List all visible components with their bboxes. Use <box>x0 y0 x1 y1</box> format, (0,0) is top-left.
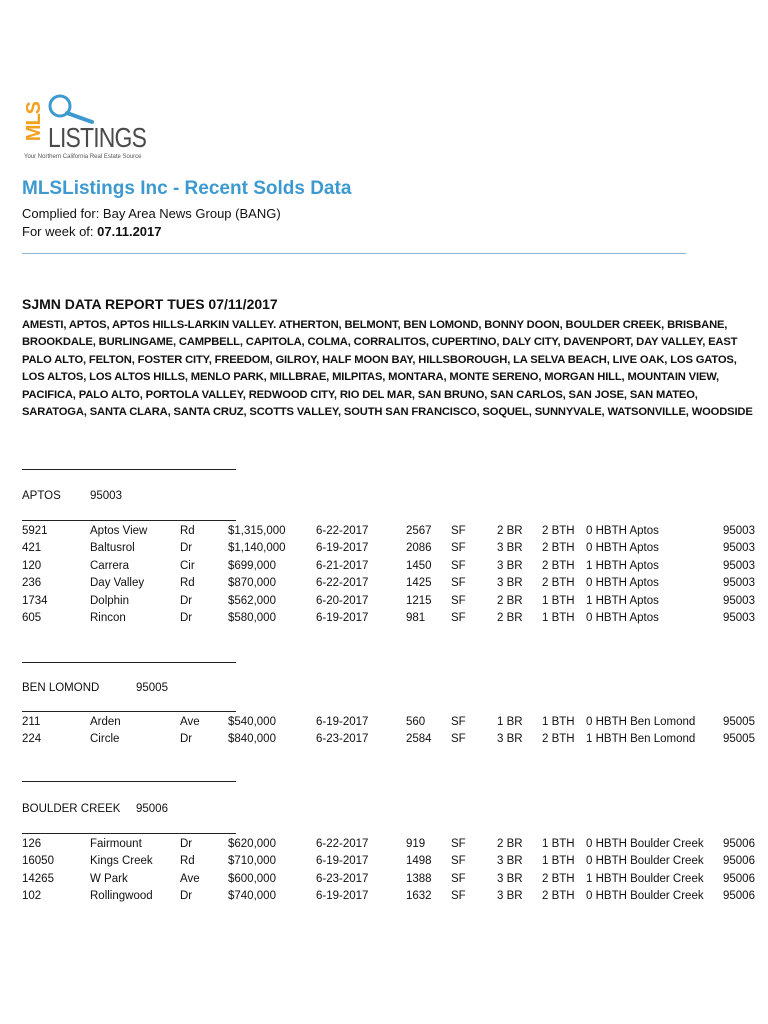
sale-date: 6-22-2017 <box>316 838 369 850</box>
square-feet: 1425 <box>406 577 432 590</box>
house-number: 126 <box>22 838 42 850</box>
house-number: 16050 <box>22 855 54 868</box>
house-number: 1734 <box>22 594 48 607</box>
city-list-line: SARATOGA, SANTA CLARA, SANTA CRUZ, SCOTTS VALLEY, SOUTH SAN FRANCISCO, SOQUEL, SUNNYVALE, WATSONVILLE, WOODSIDE <box>22 406 753 419</box>
mlslistings-logo <box>22 92 162 164</box>
bedrooms: 2 BR <box>497 612 523 624</box>
sale-date: 6-20-2017 <box>316 594 369 607</box>
zip-code: 95003 <box>723 525 755 537</box>
table-row <box>0 577 768 594</box>
house-number: 5921 <box>22 525 48 537</box>
house-number: 120 <box>22 559 42 572</box>
square-feet: 1632 <box>406 890 432 903</box>
section-city: BEN LOMOND <box>22 682 100 694</box>
section-city: APTOS <box>22 490 61 502</box>
city-list-line: AMESTI, APTOS, APTOS HILLS-LARKIN VALLEY. ATHERTON, BELMONT, BEN LOMOND, BONNY DOON, BOULDER CREEK, BRISBANE, <box>22 319 728 331</box>
logo-listings-text: LISTINGS <box>48 122 147 153</box>
header-divider <box>22 253 686 254</box>
sale-price: $580,000 <box>228 612 276 624</box>
city-list-line: BROOKDALE, BURLINGAME, CAMPBELL, CAPITOLA, COLMA, CORRALITOS, CUPERTINO, DALY CITY, DAVENPORT, DAY VALLEY, EAST <box>22 336 738 349</box>
house-number: 421 <box>22 542 42 555</box>
half-baths-city: 1 HBTH Boulder Creek <box>586 872 704 885</box>
sale-price: $740,000 <box>228 890 276 903</box>
sale-price: $699,000 <box>228 559 276 572</box>
logo-tagline: Your Northern California Real Estate Source <box>24 154 142 160</box>
table-row <box>0 873 768 890</box>
sale-date: 6-19-2017 <box>316 890 369 903</box>
bathrooms: 2 BTH <box>542 872 575 885</box>
half-baths-city: 0 HBTH Boulder Creek <box>586 838 704 850</box>
house-number: 14265 <box>22 872 54 885</box>
street-name: Carrera <box>90 559 129 572</box>
section-header-boulder-creek <box>22 803 168 815</box>
sale-price: $1,315,000 <box>228 525 286 537</box>
half-baths-city: 0 HBTH Aptos <box>586 577 659 590</box>
street-name: Kings Creek <box>90 855 153 868</box>
half-baths-city: 0 HBTH Aptos <box>586 612 659 624</box>
square-feet: 2584 <box>406 733 432 746</box>
section-zip: 95003 <box>90 490 122 502</box>
street-type: Dr <box>180 594 193 607</box>
street-type: Dr <box>180 890 193 903</box>
week-of <box>22 224 162 239</box>
square-feet: 560 <box>406 716 426 728</box>
table-row <box>0 560 768 577</box>
section-zip: 95005 <box>136 682 168 694</box>
street-name: Baltusrol <box>90 542 135 555</box>
street-type: Dr <box>180 733 193 746</box>
street-name: Rincon <box>90 612 126 624</box>
section-divider <box>22 781 236 782</box>
logo-mls-text: MLS <box>23 102 45 142</box>
city-list <box>22 317 768 421</box>
street-type: Ave <box>180 872 200 885</box>
report-title: SJMN DATA REPORT TUES 07/11/2017 <box>22 296 278 312</box>
compiled-for: Complied for: Bay Area News Group (BANG) <box>22 206 281 221</box>
property-type: SF <box>451 838 466 850</box>
zip-code: 95006 <box>723 890 755 903</box>
bathrooms: 2 BTH <box>542 890 575 903</box>
bedrooms: 3 BR <box>497 872 523 885</box>
square-feet: 1498 <box>406 855 432 868</box>
house-number: 605 <box>22 612 42 624</box>
street-name: Dolphin <box>90 594 129 607</box>
sale-price: $620,000 <box>228 838 276 850</box>
square-feet: 1388 <box>406 872 432 885</box>
zip-code: 95005 <box>723 716 755 728</box>
property-type: SF <box>451 577 466 590</box>
table-row <box>0 542 768 559</box>
bathrooms: 1 BTH <box>542 838 575 850</box>
half-baths-city: 0 HBTH Boulder Creek <box>586 855 704 868</box>
zip-code: 95003 <box>723 577 755 590</box>
section-city: BOULDER CREEK <box>22 803 121 815</box>
sale-date: 6-19-2017 <box>316 542 369 555</box>
zip-code: 95003 <box>723 542 755 555</box>
sale-date: 6-22-2017 <box>316 577 369 590</box>
section-divider <box>22 711 236 712</box>
street-name: Rollingwood <box>90 890 153 903</box>
week-value: 07.11.2017 <box>97 224 162 239</box>
bathrooms: 1 BTH <box>542 594 575 607</box>
half-baths-city: 1 HBTH Aptos <box>586 559 659 572</box>
sale-date: 6-23-2017 <box>316 872 369 885</box>
section-header-ben-lomond <box>22 682 168 694</box>
bathrooms: 2 BTH <box>542 542 575 555</box>
property-type: SF <box>451 716 466 728</box>
section-divider <box>22 520 236 521</box>
property-type: SF <box>451 890 466 903</box>
street-type: Rd <box>180 855 195 868</box>
square-feet: 919 <box>406 838 426 850</box>
sale-price: $600,000 <box>228 872 276 885</box>
table-row <box>0 838 768 855</box>
street-type: Cir <box>180 559 195 572</box>
section-zip: 95006 <box>136 803 168 815</box>
sale-price: $562,000 <box>228 594 276 607</box>
table-row <box>0 595 768 612</box>
house-number: 211 <box>22 716 41 728</box>
bedrooms: 1 BR <box>497 716 523 728</box>
bathrooms: 2 BTH <box>542 559 575 572</box>
section-divider <box>22 833 236 834</box>
property-type: SF <box>451 525 466 537</box>
section-divider <box>22 469 236 470</box>
zip-code: 95006 <box>723 855 755 868</box>
property-type: SF <box>451 542 466 555</box>
table-row <box>0 716 768 733</box>
street-type: Dr <box>180 612 193 624</box>
sale-price: $540,000 <box>228 716 276 728</box>
house-number: 102 <box>22 890 42 903</box>
square-feet: 981 <box>406 612 426 624</box>
sale-date: 6-19-2017 <box>316 855 369 868</box>
sale-price: $870,000 <box>228 577 276 590</box>
house-number: 236 <box>22 577 42 590</box>
bathrooms: 2 BTH <box>542 577 575 590</box>
square-feet: 1215 <box>406 594 432 607</box>
section-divider <box>22 662 236 663</box>
city-list-line: PALO ALTO, FELTON, FOSTER CITY, FREEDOM, GILROY, HALF MOON BAY, HILLSBOROUGH, LA SELVA BEACH, LIVE OAK, LOS GATOS, <box>22 353 737 366</box>
zip-code: 95003 <box>723 612 755 624</box>
half-baths-city: 1 HBTH Ben Lomond <box>586 733 696 746</box>
sale-date: 6-19-2017 <box>316 716 369 728</box>
sale-date: 6-22-2017 <box>316 525 369 537</box>
street-name: W Park <box>90 872 128 885</box>
table-row <box>0 890 768 907</box>
property-type: SF <box>451 559 466 572</box>
table-row <box>0 733 768 750</box>
zip-code: 95006 <box>723 872 755 885</box>
document-title: MLSListings Inc - Recent Solds Data <box>22 178 352 199</box>
bedrooms: 3 BR <box>497 559 523 572</box>
half-baths-city: 0 HBTH Aptos <box>586 542 659 555</box>
sale-price: $1,140,000 <box>228 542 286 555</box>
zip-code: 95003 <box>723 594 755 607</box>
half-baths-city: 0 HBTH Aptos <box>586 525 659 537</box>
bedrooms: 3 BR <box>497 577 523 590</box>
street-name: Fairmount <box>90 838 142 850</box>
sale-price: $710,000 <box>228 855 276 868</box>
street-type: Dr <box>180 838 193 850</box>
property-type: SF <box>451 855 466 868</box>
bathrooms: 1 BTH <box>542 612 575 624</box>
sale-date: 6-23-2017 <box>316 733 369 746</box>
bathrooms: 1 BTH <box>542 855 575 868</box>
bedrooms: 3 BR <box>497 890 523 903</box>
street-name: Aptos View <box>90 525 148 537</box>
half-baths-city: 0 HBTH Boulder Creek <box>586 890 704 903</box>
house-number: 224 <box>22 733 42 746</box>
street-name: Day Valley <box>90 577 145 590</box>
property-type: SF <box>451 733 466 746</box>
sale-date: 6-19-2017 <box>316 612 369 624</box>
street-type: Ave <box>180 716 200 728</box>
square-feet: 2567 <box>406 525 432 537</box>
zip-code: 95005 <box>723 733 755 746</box>
half-baths-city: 0 HBTH Ben Lomond <box>586 716 696 728</box>
bedrooms: 3 BR <box>497 733 523 746</box>
section-header-aptos <box>22 490 122 502</box>
table-row <box>0 525 768 542</box>
city-list-line: LOS ALTOS, LOS ALTOS HILLS, MENLO PARK, MILLBRAE, MILPITAS, MONTARA, MONTE SERENO, MORGAN HILL, MOUNTAIN VIEW, <box>22 371 719 384</box>
city-list-line: PACIFICA, PALO ALTO, PORTOLA VALLEY, REDWOOD CITY, RIO DEL MAR, SAN BRUNO, SAN CARLOS, SAN JOSE, SAN MATEO, <box>22 388 698 401</box>
bedrooms: 3 BR <box>497 855 523 868</box>
bedrooms: 2 BR <box>497 594 523 607</box>
bathrooms: 1 BTH <box>542 716 575 728</box>
street-type: Rd <box>180 577 195 590</box>
street-name: Circle <box>90 733 120 746</box>
zip-code: 95006 <box>723 838 755 850</box>
property-type: SF <box>451 612 466 624</box>
half-baths-city: 1 HBTH Aptos <box>586 594 659 607</box>
property-type: SF <box>451 872 466 885</box>
zip-code: 95003 <box>723 559 755 572</box>
square-feet: 2086 <box>406 542 432 555</box>
property-type: SF <box>451 594 466 607</box>
street-type: Dr <box>180 542 193 555</box>
bathrooms: 2 BTH <box>542 733 575 746</box>
bedrooms: 2 BR <box>497 838 523 850</box>
week-label: For week of: <box>22 224 98 239</box>
bathrooms: 2 BTH <box>542 525 575 537</box>
street-type: Rd <box>180 525 195 537</box>
table-row <box>0 612 768 629</box>
sale-price: $840,000 <box>228 733 276 746</box>
magnifier-icon <box>48 92 98 126</box>
bedrooms: 3 BR <box>497 542 523 555</box>
table-row <box>0 855 768 872</box>
bedrooms: 2 BR <box>497 525 523 537</box>
sale-date: 6-21-2017 <box>316 559 369 572</box>
square-feet: 1450 <box>406 559 432 572</box>
street-name: Arden <box>90 716 121 728</box>
